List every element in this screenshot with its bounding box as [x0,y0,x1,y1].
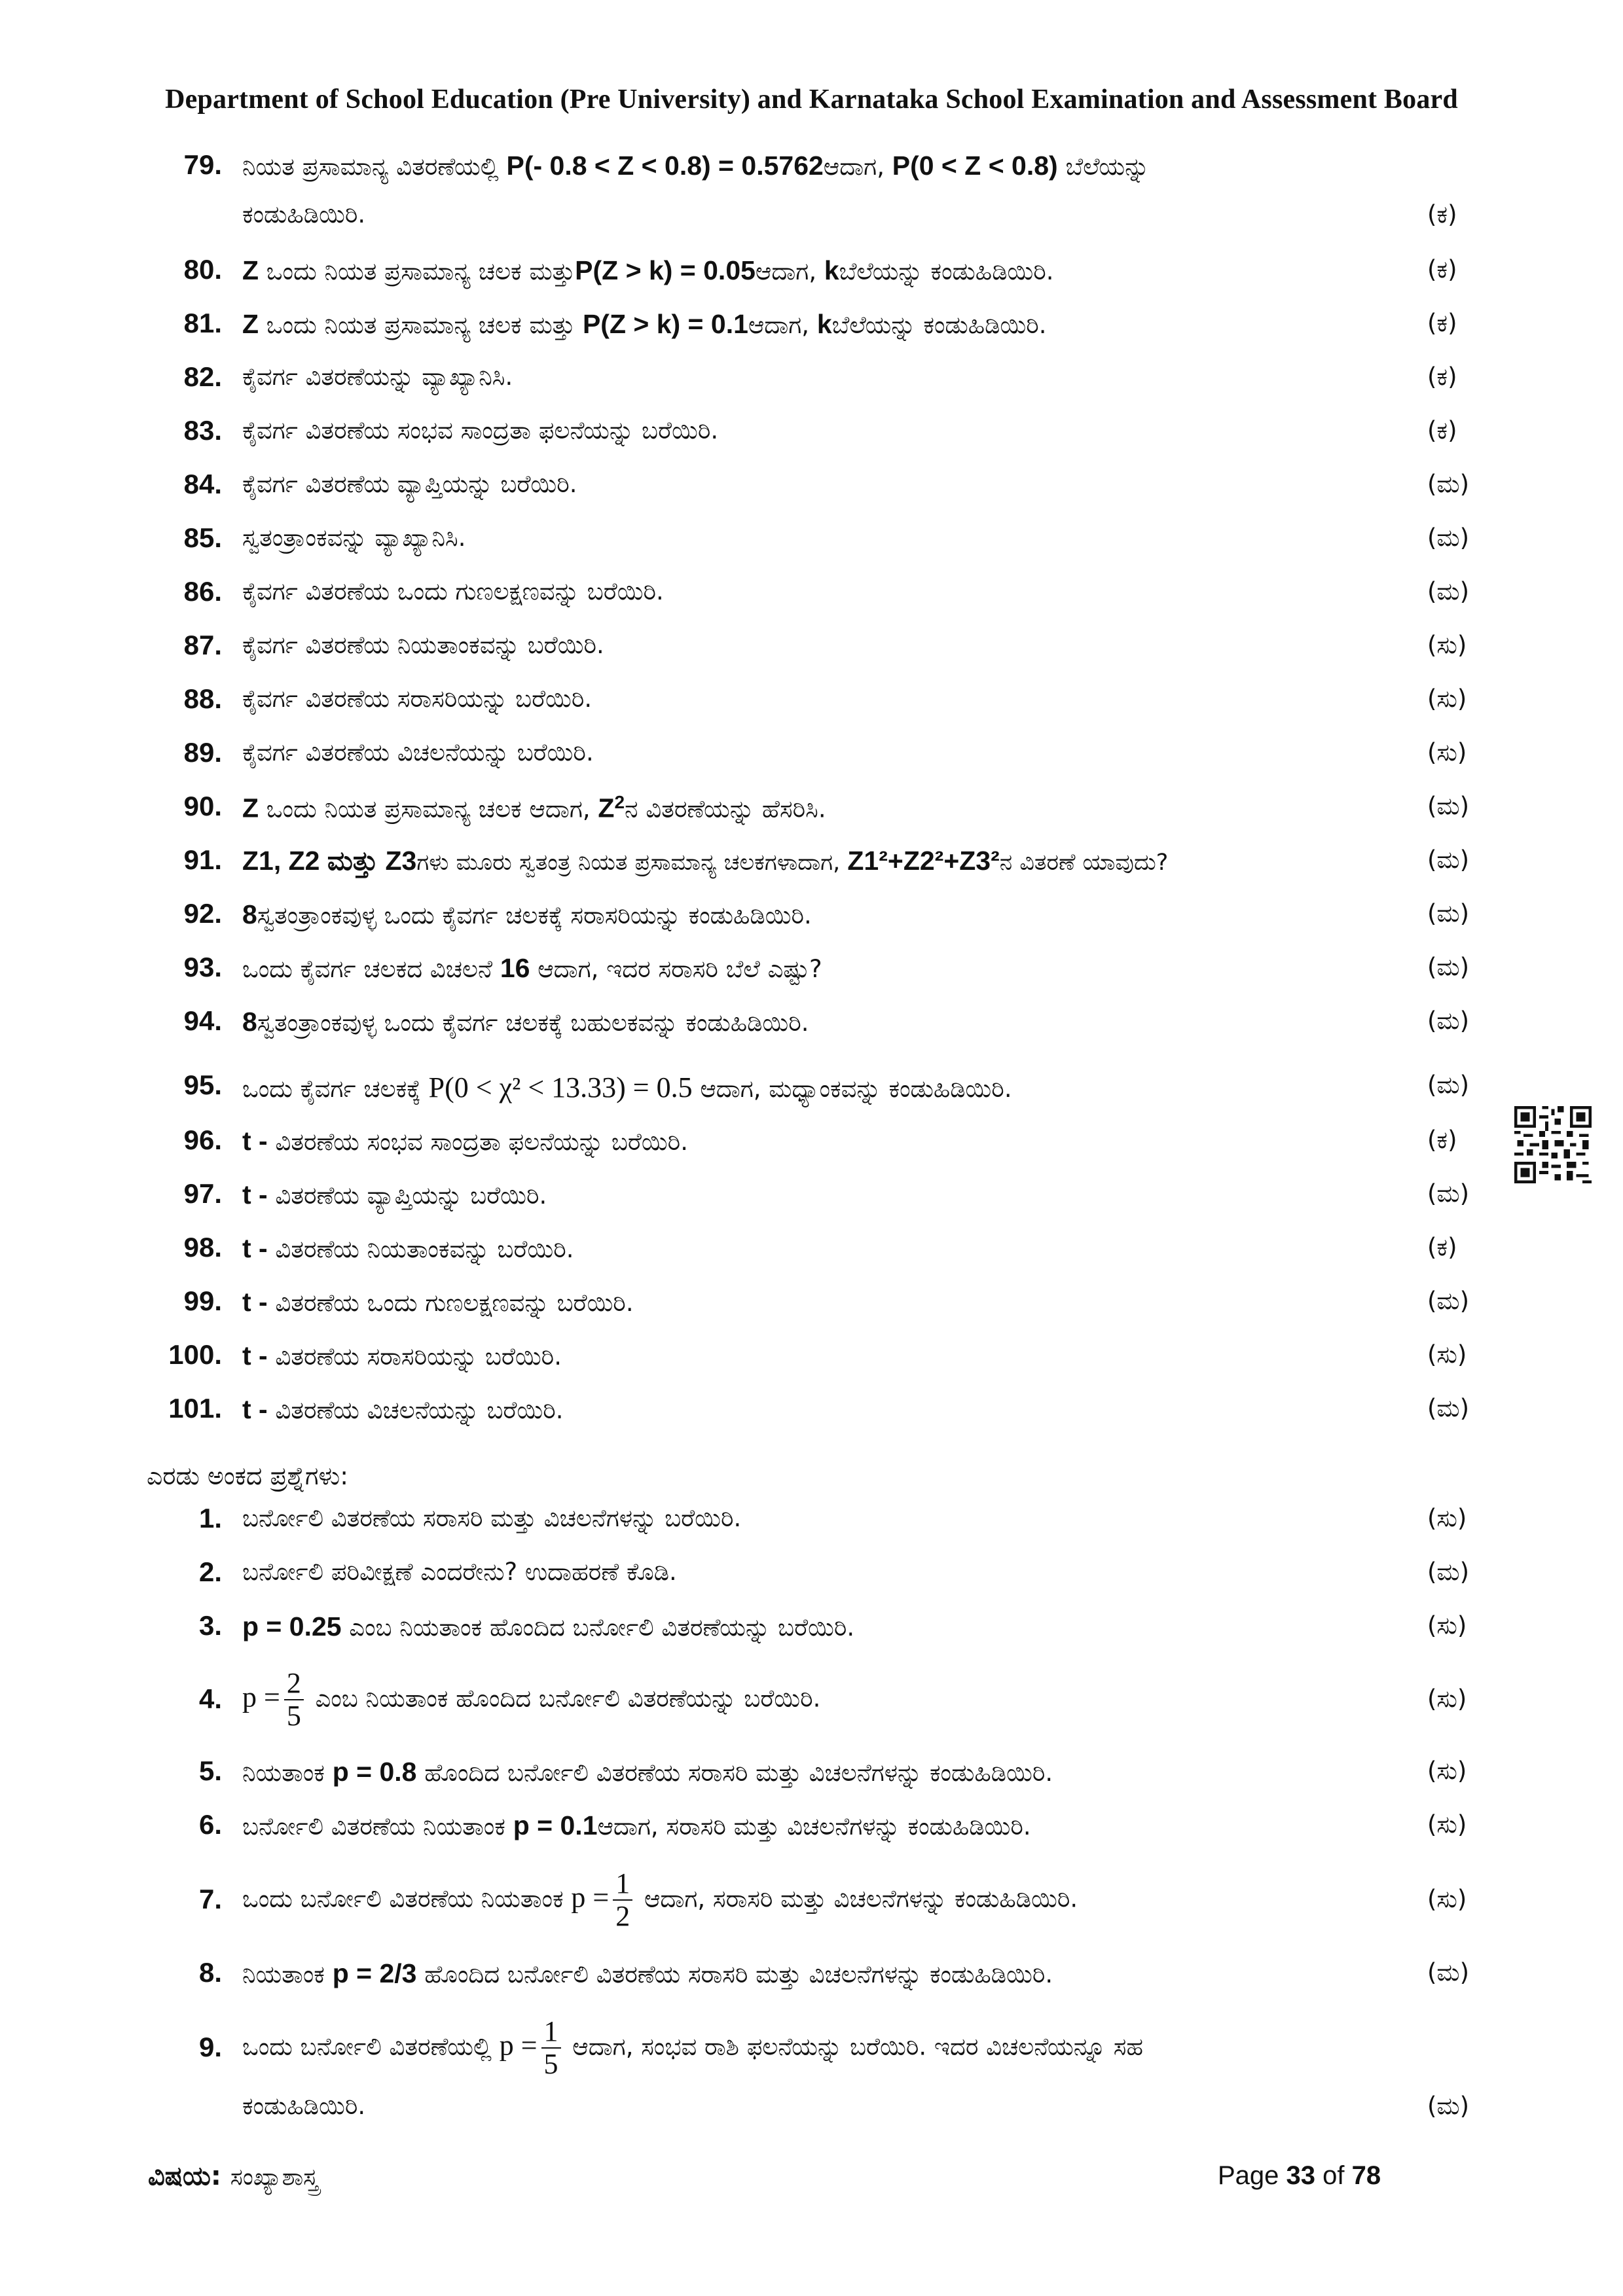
difficulty-level: (ಸು) [1427,1504,1467,1532]
question-number: 86. [183,576,222,607]
difficulty-level: (ಮ) [1427,2092,1470,2120]
footer-subject: ವಿಷಯ: ಸಂಖ್ಯಾಶಾಸ್ತ್ರ [148,2161,319,2191]
question-item [0,1503,1623,1549]
question-number: 100. [168,1339,222,1370]
question-text: ಕೈವರ್ಗ ವಿತರಣೆಯ ವ್ಯಾಪ್ತಿಯನ್ನು ಬರೆಯಿರಿ. [242,470,577,498]
question-text: t - ವಿತರಣೆಯ ವ್ಯಾಪ್ತಿಯನ್ನು ಬರೆಯಿರಿ. [242,1179,547,1210]
fraction: $\frac{1}{2}$ [613,1868,632,1932]
question-number: 96. [183,1124,222,1155]
question-text: ಸ್ವತಂತ್ರಾಂಕವನ್ನು ವ್ಯಾಖ್ಯಾನಿಸಿ. [242,524,466,552]
difficulty-level: (ಕ) [1427,309,1457,337]
question-text: t - ವಿತರಣೆಯ ಸರಾಸರಿಯನ್ನು ಬರೆಯಿರಿ. [242,1340,562,1371]
question-text: p = 0.25 ಎಂಬ ನಿಯತಾಂಕ ಹೊಂದಿದ ಬರ್ನೋಲಿ ವಿತರಣೆಯನ್ನು ಬರೆಯಿರಿ. [242,1611,855,1641]
question-text: ಬರ್ನೋಲಿ ಪರಿವೀಕ್ಷಣೆ ಎಂದರೇನು? ಉದಾಹರಣೆ ಕೊಡಿ. [242,1558,677,1586]
question-item [0,149,1623,195]
difficulty-level: (ಸು) [1427,738,1467,766]
difficulty-level: (ಮ) [1427,953,1470,981]
question-number: 99. [183,1285,222,1316]
question-number: 82. [183,361,222,392]
difficulty-level: (ಮ) [1427,1179,1470,1208]
question-item [0,361,1623,407]
question-text: ಒಂದು ಬರ್ನೋಲಿ ವಿತರಣೆಯ ನಿಯತಾಂಕ p = $\frac{1}{2}$ ಆದಾಗ, ಸರಾಸರಿ ಮತ್ತು ವಿಚಲನೆಗಳನ್ನು ಕಂಡುಹಿಡಿಯಿರಿ. [242,1867,1078,1932]
question-item [0,1556,1623,1602]
difficulty-level: (ಸು) [1427,1885,1467,1913]
question-number: 2. [198,1556,222,1587]
question-item [0,1124,1623,1170]
page-number: Page 33 of 78 [1218,2161,1381,2190]
question-text: t - ವಿತರಣೆಯ ಸಂಭವ ಸಾಂದ್ರತಾ ಫಲನೆಯನ್ನು ಬರೆಯಿರಿ. [242,1126,688,1156]
section-title: ಎರಡು ಅಂಕದ ಪ್ರಶ್ನೆಗಳು: [147,1462,349,1490]
difficulty-level: (ಮ) [1427,470,1470,498]
difficulty-level: (ಕ) [1427,255,1457,283]
question-number: 1. [198,1503,222,1534]
question-text: ನಿಯತಾಂಕ p = 0.8 ಹೊಂದಿದ ಬರ್ನೋಲಿ ವಿತರಣೆಯ ಸರಾಸರಿ ಮತ್ತು ವಿಚಲನೆಗಳನ್ನು ಕಂಡುಹಿಡಿಯಿರಿ. [242,1757,1053,1787]
question-text: t - ವಿತರಣೆಯ ವಿಚಲನೆಯನ್ನು ಬರೆಯಿರಿ. [242,1394,564,1424]
question-number: 6. [198,1809,222,1840]
question-text: p = $\frac{2}{5}$ ಎಂಬ ನಿಯತಾಂಕ ಹೊಂದಿದ ಬರ್ನೋಲಿ ವಿತರಣೆಯನ್ನು ಬರೆಯಿರಿ. [242,1667,821,1732]
difficulty-level: (ಮ) [1427,1394,1470,1422]
question-item [0,1232,1623,1278]
question-text: 8ಸ್ವತಂತ್ರಾಂಕವುಳ್ಳ ಒಂದು ಕೈವರ್ಗ ಚಲಕಕ್ಕೆ ಸರಾಸರಿಯನ್ನು ಕಂಡುಹಿಡಿಯಿರಿ. [242,899,812,929]
question-number: 9. [198,2032,222,2062]
fraction: $\frac{2}{5}$ [284,1668,304,1732]
question-item [0,2016,1623,2088]
question-continuation: ಕಂಡುಹಿಡಿಯಿರಿ. [242,200,366,228]
question-number: 8. [198,1957,222,1988]
difficulty-level: (ಕ) [1427,200,1457,228]
question-item [0,254,1623,300]
question-text: Z ಒಂದು ನಿಯತ ಪ್ರಸಾಮಾನ್ಯ ಚಲಕ ಆದಾಗ, $Z^2ನ$ ವಿತರಣೆಯನ್ನು ಹೆಸರಿಸಿ. [242,792,826,823]
question-text: Z1, Z2 ಮತ್ತು Z3ಗಳು ಮೂರು ಸ್ವತಂತ್ರ ನಿಯತ ಪ್ರಸಾಮಾನ್ಯ ಚಲಕಗಳಾದಾಗ, Z1²+Z2²+Z3²ನ ವಿತರಣೆ ಯಾವುದು? [242,846,1169,876]
question-text: ನಿಯತಾಂಕ p = 2/3 ಹೊಂದಿದ ಬರ್ನೋಲಿ ವಿತರಣೆಯ ಸರಾಸರಿ ಮತ್ತು ವಿಚಲನೆಗಳನ್ನು ಕಂಡುಹಿಡಿಯಿರಿ. [242,1958,1053,1988]
question-number: 89. [183,737,222,768]
question-item [0,737,1623,783]
question-number: 85. [183,522,222,553]
difficulty-level: (ಮ) [1427,1007,1470,1035]
page-header: Department of School Education (Pre University) and Karnataka School Examination and Assessment Board [165,84,1458,115]
question-number: 97. [183,1178,222,1209]
question-item [0,308,1623,353]
qr-code-icon [1514,1106,1592,1183]
question-number: 101. [168,1393,222,1424]
difficulty-level: (ಮ) [1427,1287,1470,1315]
question-item [0,1668,1623,1740]
difficulty-level: (ಕ) [1427,1233,1457,1261]
difficulty-level: (ಮ) [1427,577,1470,605]
question-text: ಒಂದು ಕೈವರ್ಗ ಚಲಕದ ವಿಚಲನೆ 16 ಆದಾಗ, ಇದರ ಸರಾಸರಿ ಬೆಲೆ ಎಷ್ಟು? [242,953,822,983]
question-item [0,1868,1623,1940]
question-item [0,469,1623,514]
question-text: t - ವಿತರಣೆಯ ನಿಯತಾಂಕವನ್ನು ಬರೆಯಿರಿ. [242,1233,574,1263]
difficulty-level: (ಕ) [1427,1126,1457,1154]
question-number: 81. [183,308,222,338]
question-number: 98. [183,1232,222,1263]
difficulty-level: (ಕ) [1427,363,1457,391]
fraction: $\frac{1}{5}$ [541,2016,561,2080]
question-text: ಕೈವರ್ಗ ವಿತರಣೆಯ ಒಂದು ಗುಣಲಕ್ಷಣವನ್ನು ಬರೆಯಿರಿ. [242,577,664,605]
question-item [0,576,1623,622]
question-text: Z ಒಂದು ನಿಯತ ಪ್ರಸಾಮಾನ್ಯ ಚಲಕ ಮತ್ತು P(Z > k) = 0.1ಆದಾಗ, kಬೆಲೆಯನ್ನು ಕಂಡುಹಿಡಿಯಿರಿ. [242,309,1047,339]
question-text: 8ಸ್ವತಂತ್ರಾಂಕವುಳ್ಳ ಒಂದು ಕೈವರ್ಗ ಚಲಕಕ್ಕೆ ಬಹುಲಕವನ್ನು ಕಂಡುಹಿಡಿಯಿರಿ. [242,1007,809,1037]
difficulty-level: (ಸು) [1427,1340,1467,1369]
difficulty-level: (ಕ) [1427,416,1457,444]
difficulty-level: (ಸು) [1427,1611,1467,1640]
question-text: ಒಂದು ಬರ್ನೋಲಿ ವಿತರಣೆಯಲ್ಲಿ p = $\frac{1}{5}$ ಆದಾಗ, ಸಂಭವ ರಾಶಿ ಫಲನೆಯನ್ನು ಬರೆಯಿರಿ. ಇದರ ವಿಚಲನೆಯನ್ನೂ ಸಹ [242,2015,1144,2080]
question-item [0,683,1623,729]
question-item [0,522,1623,568]
question-text: ಕೈವರ್ಗ ವಿತರಣೆಯ ಸರಾಸರಿಯನ್ನು ಬರೆಯಿರಿ. [242,685,593,713]
difficulty-level: (ಮ) [1427,846,1470,874]
question-text: t - ವಿತರಣೆಯ ಒಂದು ಗುಣಲಕ್ಷಣವನ್ನು ಬರೆಯಿರಿ. [242,1287,634,1317]
question-text: Z ಒಂದು ನಿಯತ ಪ್ರಸಾಮಾನ್ಯ ಚಲಕ ಮತ್ತುP(Z > k) = 0.05ಆದಾಗ, kಬೆಲೆಯನ್ನು ಕಂಡುಹಿಡಿಯಿರಿ. [242,255,1054,285]
question-number: 93. [183,952,222,982]
question-number: 84. [183,469,222,499]
question-item [0,1285,1623,1331]
question-text: ಕೈವರ್ಗ ವಿತರಣೆಯ ವಿಚಲನೆಯನ್ನು ಬರೆಯಿರಿ. [242,738,594,766]
difficulty-level: (ಮ) [1427,899,1470,927]
difficulty-level: (ಮ) [1427,1558,1470,1586]
difficulty-level: (ಸು) [1427,1810,1467,1839]
question-item [0,1005,1623,1051]
difficulty-level: (ಮ) [1427,1071,1470,1099]
question-number: 87. [183,630,222,660]
question-text: ಕೈವರ್ಗ ವಿತರಣೆಯ ಸಂಭವ ಸಾಂದ್ರತಾ ಫಲನೆಯನ್ನು ಬರೆಯಿರಿ. [242,416,719,444]
difficulty-level: (ಸು) [1427,1757,1467,1785]
question-number: 83. [183,415,222,446]
question-number: 91. [183,844,222,875]
question-number: 5. [198,1755,222,1786]
question-item [0,844,1623,890]
question-text: ಬರ್ನೋಲಿ ವಿತರಣೆಯ ನಿಯತಾಂಕ p = 0.1ಆದಾಗ, ಸರಾಸರಿ ಮತ್ತು ವಿಚಲನೆಗಳನ್ನು ಕಂಡುಹಿಡಿಯಿರಿ. [242,1810,1031,1840]
difficulty-level: (ಮ) [1427,524,1470,552]
difficulty-level: (ಮ) [1427,792,1470,820]
question-text: ಒಂದು ಕೈವರ್ಗ ಚಲಕಕ್ಕೆ P(0 < χ² < 13.33) = 0.5 ಆದಾಗ, ಮಧ್ಯಾಂಕವನ್ನು ಕಂಡುಹಿಡಿಯಿರಿ. [242,1071,1012,1103]
question-item [0,1069,1623,1115]
question-item [0,1178,1623,1224]
question-item [0,415,1623,461]
question-number: 94. [183,1005,222,1036]
difficulty-level: (ಸು) [1427,1685,1467,1713]
difficulty-level: (ಸು) [1427,685,1467,713]
question-item [0,898,1623,944]
question-item [0,1339,1623,1385]
question-number: 4. [198,1683,222,1714]
question-item [0,630,1623,675]
question-text: ಬರ್ನೋಲಿ ವಿತರಣೆಯ ಸರಾಸರಿ ಮತ್ತು ವಿಚಲನೆಗಳನ್ನು ಬರೆಯಿರಿ. [242,1504,742,1532]
question-number: 3. [198,1610,222,1641]
question-text: ಕೈವರ್ಗ ವಿತರಣೆಯ ನಿಯತಾಂಕವನ್ನು ಬರೆಯಿರಿ. [242,631,604,659]
question-item [0,791,1623,836]
question-item [0,1393,1623,1439]
question-number: 92. [183,898,222,929]
difficulty-level: (ಮ) [1427,1958,1470,1986]
question-item [0,952,1623,997]
question-number: 79. [183,149,222,180]
question-number: 7. [198,1884,222,1914]
question-continuation: ಕಂಡುಹಿಡಿಯಿರಿ. [242,2092,366,2120]
question-item [0,1610,1623,1656]
question-number: 88. [183,683,222,714]
question-item [0,1957,1623,2003]
difficulty-level: (ಸು) [1427,631,1467,659]
question-item [0,1755,1623,1801]
question-text: ಕೈವರ್ಗ ವಿತರಣೆಯನ್ನು ವ್ಯಾಖ್ಯಾನಿಸಿ. [242,363,513,391]
question-number: 95. [183,1069,222,1100]
question-number: 80. [183,254,222,285]
question-text: ನಿಯತ ಪ್ರಸಾಮಾನ್ಯ ವಿತರಣೆಯಲ್ಲಿ P(- 0.8 < Z < 0.8) = 0.5762ಆದಾಗ, P(0 < Z < 0.8) ಬೆಲೆಯನ್ನು [242,151,1150,181]
question-number: 90. [183,791,222,821]
question-item [0,1809,1623,1855]
